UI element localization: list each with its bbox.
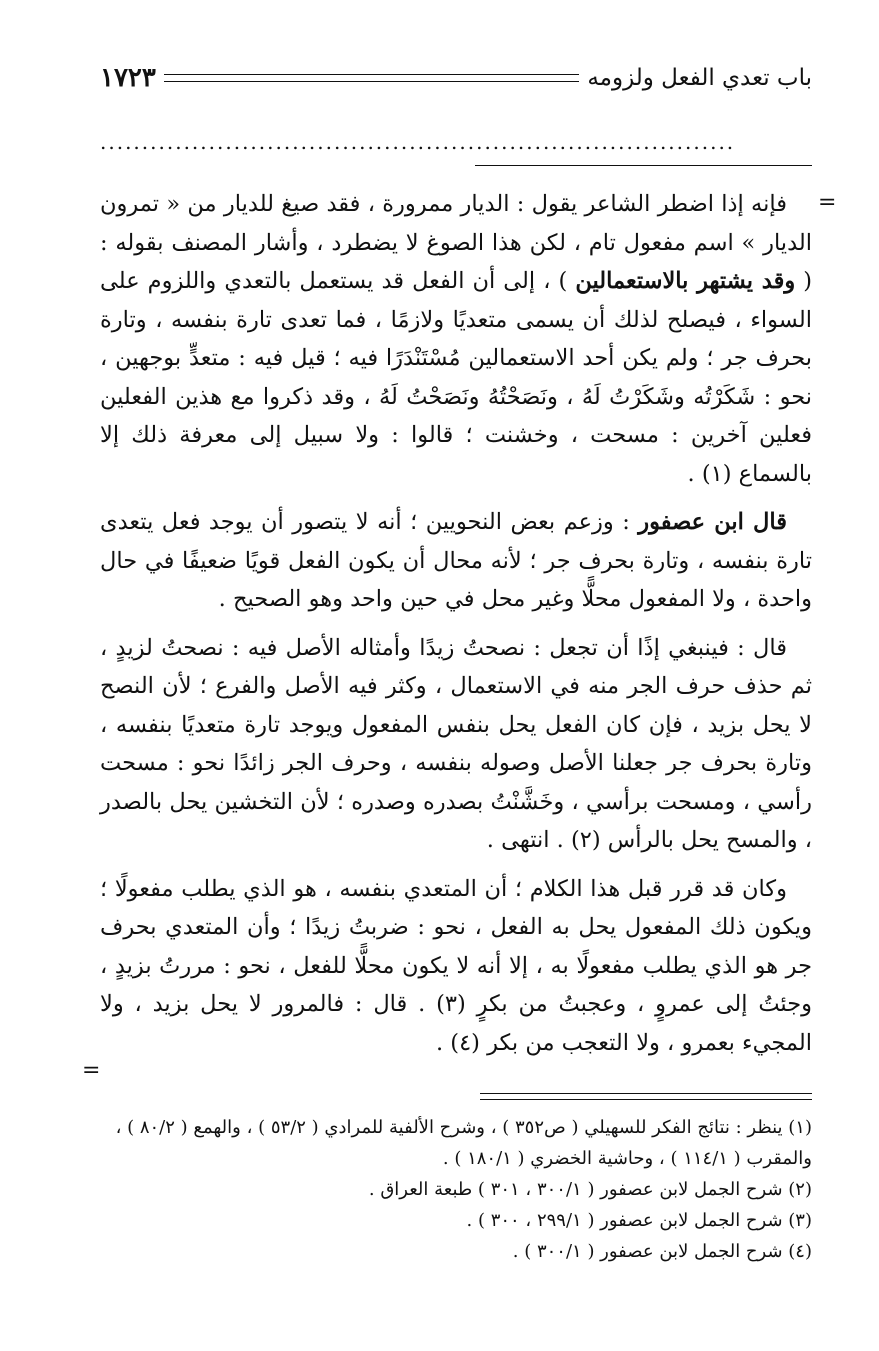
- running-header: [100, 58, 812, 98]
- dotted-separator: ............................................................................: [100, 130, 736, 154]
- footnote-2: (٢) شرح الجمل لابن عصفور ( ٣٠٠/١ ، ٣٠١ ) طبعة العراق .: [368, 1179, 812, 1200]
- bold-quote: وقد يشتهر بالاستعمالين: [575, 268, 796, 294]
- footnote-rule: [480, 1093, 812, 1100]
- end-mark: =: [82, 1058, 101, 1083]
- chapter-title: باب تعدي الفعل ولزومه: [587, 65, 812, 91]
- paragraph-4: وكان قد قرر قبل هذا الكلام ؛ أن المتعدي بنفسه ، هو الذي يطلب مفعولًا ؛ ويكون ذلك المفعول يحل به الفعل ، نحو : ضربتُ زيدًا ؛ وأن المتعدي بحرف جر هو الذي يطلب مفعولًا به ، إلا أنه لا يكون محلًّا للفعل ، نحو : مررتُ بزيدٍ ، وجئتُ إلى عمروٍ ، وعجبتُ من بكرٍ (٣) . قال : فالمرور لا يحل بزيد ، ولا المجيء بعمرو ، ولا التعجب من بكر (٤) .: [100, 875, 812, 1056]
- paragraph-1: فإنه إذا اضطر الشاعر يقول : الديار ممرورة ، فقد صيغ للديار من « تمرون الديار » اسم مفعول تام ، لكن هذا الصوغ لا يضطرد ، وأشار المصنف بقوله : ( وقد يشتهر بالاستعمالين ) ، إلى أن الفعل قد يستعمل بالتعدي واللزوم على السواء ، فيصلح لذلك أن يسمى متعديًا ولازمًا ، فما تعدى تارة بنفسه ، وتارة بحرف جر ؛ ولم يكن أحد الاستعمالين مُسْتَنْدَرًا فيه ؛ قيل فيه : متعدٍّ بوجهين ، نحو : شَكَرْتُه وشَكَرْتُ لَهُ ، ونَصَحْتُهُ ونَصَحْتُ لَهُ ، وقد ذكروا مع هذين الفعلين فعلين آخرين : مسحت ، وخشنت ؛ قالوا : ولا سبيل إلى معرفة ذلك إلا بالسماع (١) .: [100, 191, 813, 487]
- footnote-4: (٤) شرح الجمل لابن عصفور ( ٣٠٠/١ ) .: [512, 1241, 812, 1262]
- short-rule: [475, 165, 812, 166]
- author-lead: قال ابن عصفور: [638, 509, 787, 535]
- paragraph-2: قال ابن عصفور : وزعم بعض النحويين ؛ أنه لا يتصور أن يوجد فعل يتعدى تارة بنفسه ، وتارة بحرف جر ؛ لأنه محال أن يكون الفعل قويًا ضعيفًا في حال واحدة ، ولا المفعول محلًّا وغير محل في حين واحد وهو الصحيح .: [100, 509, 812, 612]
- footnote-1: (١) ينظر : نتائج الفكر للسهيلي ( ص٣٥٢ ) ، وشرح الألفية للمرادي ( ٥٣/٢ ) ، والهمع ( ٨٠/٢ ) ، والمقرب ( ١١٤/١ ) ، وحاشية الخضري ( ١٨٠/١ ) .: [115, 1117, 812, 1169]
- header-rule: [164, 74, 579, 82]
- footnotes: [100, 1112, 812, 1267]
- paragraph-3: قال : فينبغي إذًا أن تجعل : نصحتُ زيدًا وأمثاله الأصل فيه : نصحتُ لزيدٍ ، ثم حذف حرف الجر منه في الاستعمال ، وكثر فيه الأصل والفرع ؛ لأن النصح لا يحل بزيد ، فإن كان الفعل يحل بنفس المفعول ويوجد تارة متعديًا بنفسه ، وتارة بحرف جر جعلنا الأصل وصوله بنفسه ، وحرف الجر زائدًا نحو : مسحت رأسي ، ومسحت برأسي ، وخَشَّنْتُ بصدره وصدره ؛ لأن التخشين يحل بالصدر ، والمسح يحل بالرأس (٢) . انتهى .: [100, 634, 812, 853]
- page-number: ١٧٢٣: [100, 63, 156, 93]
- continuation-mark: =: [818, 190, 837, 215]
- main-text: [100, 185, 812, 1072]
- footnote-3: (٣) شرح الجمل لابن عصفور ( ٢٩٩/١ ، ٣٠٠ ) .: [466, 1210, 812, 1231]
